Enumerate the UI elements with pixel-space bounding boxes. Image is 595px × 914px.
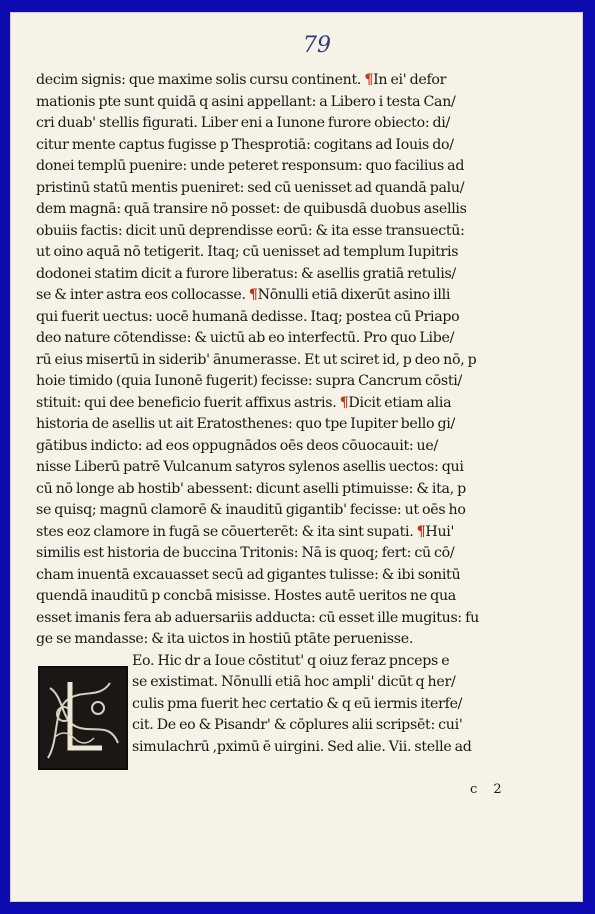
line-text: stes eoz clamore in fugā se cōuerterēt: & ita sint supati.: [36, 523, 414, 540]
pilcrow-mark: ¶: [248, 287, 258, 303]
line-text: citur mente captus fugisse p Thesprotiā: cogitans ad Iouis do/: [36, 136, 454, 153]
text-line: [36, 565, 536, 587]
text-line: [36, 522, 536, 544]
text-line: [36, 414, 536, 436]
pilcrow-mark: ¶: [339, 394, 349, 411]
text-line: [36, 307, 536, 329]
line-text: culis pma fuerit hec certatio & q eū iermis iterfe/: [132, 695, 463, 712]
line-text: simulachrū ,pximū ē uirgini. Sed alie. Vii. stelle ad: [132, 738, 472, 755]
line-text: decim signis: que maxime solis cursu continent.: [36, 72, 362, 88]
line-text: nisse Liberū patrē Vulcanum satyros sylenos asellis uectos: qui: [36, 459, 464, 475]
line-text: Eo. Hic dr a Ioue cōstitut' q oiuz feraz pnceps e: [132, 652, 450, 669]
pilcrow-mark: ¶: [364, 72, 374, 88]
line-text: cri duab' stellis figurati. Liber eni a Iunone furore obiecto: di/: [36, 115, 451, 131]
text-line: [36, 199, 536, 221]
decorated-initial: [38, 666, 128, 770]
text-line: [36, 221, 536, 243]
line-text: se quisq; magnū clamorē & inauditū gigantib' fecisse: ut oēs ho: [36, 502, 466, 518]
text-line: [36, 156, 536, 178]
text-line: [36, 113, 536, 135]
line-text: gātibus indicto: ad eos oppugnādos oēs deos cōuocauit: ue/: [36, 437, 438, 454]
line-text-after: Nōnulli etiā dixerūt asino illi: [257, 287, 451, 303]
text-line: [36, 178, 536, 200]
line-text: cit. De eo & Pisandr' & cōplures alii scripsēt: cui': [132, 717, 463, 733]
text-line: [36, 629, 536, 651]
pilcrow-mark: ¶: [416, 523, 426, 540]
text-line: [36, 543, 536, 565]
line-text-after: Hui': [425, 523, 455, 540]
text-line: [36, 457, 536, 479]
text-line: [36, 285, 536, 307]
line-text: mationis pte sunt quidā q asini appellant: a Libero i testa Can/: [36, 93, 456, 110]
decorated-initial-art: [40, 668, 126, 768]
line-text: dodonei statim dicit a furore liberatus: & asellis gratiā retulis/: [36, 265, 456, 282]
text-line: [36, 242, 536, 264]
line-text: cham inuentā excauasset secū ad gigantes tulisse: & ibi sonitū: [36, 566, 461, 583]
text-line: [36, 350, 536, 372]
line-text: rū eius misertū in siderib' ānumerasse. Et ut sciret id, p deo nō, p: [36, 351, 477, 368]
line-text: esset imanis fera ab aduersariis adducta: cū esset ille mugitus: fu: [36, 609, 479, 626]
line-text: stituit: qui dee beneficio fuerit affixus astris.: [36, 394, 337, 411]
line-text: cū nō longe ab hostib' abessent: dicunt aselli ptimuisse: & ita, p: [36, 480, 466, 497]
line-text: obuiis factis: dicit unū deprendisse eorū: & ita esse transuectū:: [36, 222, 465, 239]
line-text: historia de asellis ut ait Eratosthenes: quo tpe Iupiter bello gi/: [36, 416, 455, 432]
text-line: [36, 586, 536, 608]
folio-number: 79: [303, 33, 331, 58]
line-text: hoie timido (quia Iunonē fugerit) fecisse: supra Cancrum cōsti/: [36, 373, 462, 389]
text-line: [36, 371, 536, 393]
line-text: donei templū puenire: unde peteret responsum: quo facilius ad: [36, 158, 465, 174]
text-line: [36, 479, 536, 501]
line-text: ut oino aquā nō tetigerit. Itaq; cū uenisset ad templum Iupitris: [36, 244, 459, 260]
text-line: [36, 92, 536, 114]
line-text: dem magnā: quā transire nō posset: de quibusdā duobus asellis: [36, 201, 467, 217]
text-line: [36, 264, 536, 286]
line-text: ge se mandasse: & ita uictos in hostiū ptāte peruenisse.: [36, 631, 414, 647]
text-line: [36, 328, 536, 350]
line-text: deo nature cōtendisse: & uictū ab eo interfectū. Pro quo Libe/: [36, 330, 455, 346]
text-line: [36, 70, 536, 92]
line-text: quendā inauditū p concbā misisse. Hostes autē ueritos ne qua: [36, 588, 456, 604]
line-text: se & inter astra eos collocasse.: [36, 287, 246, 303]
line-text: pristinū statū mentis pueniret: sed cū uenisset ad quandā palu/: [36, 179, 465, 196]
line-text-after: Dicit etiam alia: [348, 394, 452, 411]
text-line: [36, 135, 536, 157]
text-line: [36, 393, 536, 415]
line-text: se existimat. Nōnulli etiā hoc ampli' dicūt q her/: [132, 674, 456, 690]
line-text: similis est historia de buccina Tritonis: Nā is quoq; fert: cū cō/: [36, 545, 455, 561]
body-text: [36, 70, 536, 758]
line-text: qui fuerit uectus: uocē humanā dedisse. Itaq; postea cū Priapo: [36, 308, 460, 325]
line-text-after: In ei' defor: [373, 72, 447, 88]
text-line: [36, 608, 536, 630]
text-line: [36, 500, 536, 522]
signature-mark: c 2: [470, 782, 508, 797]
text-line: [36, 436, 536, 458]
